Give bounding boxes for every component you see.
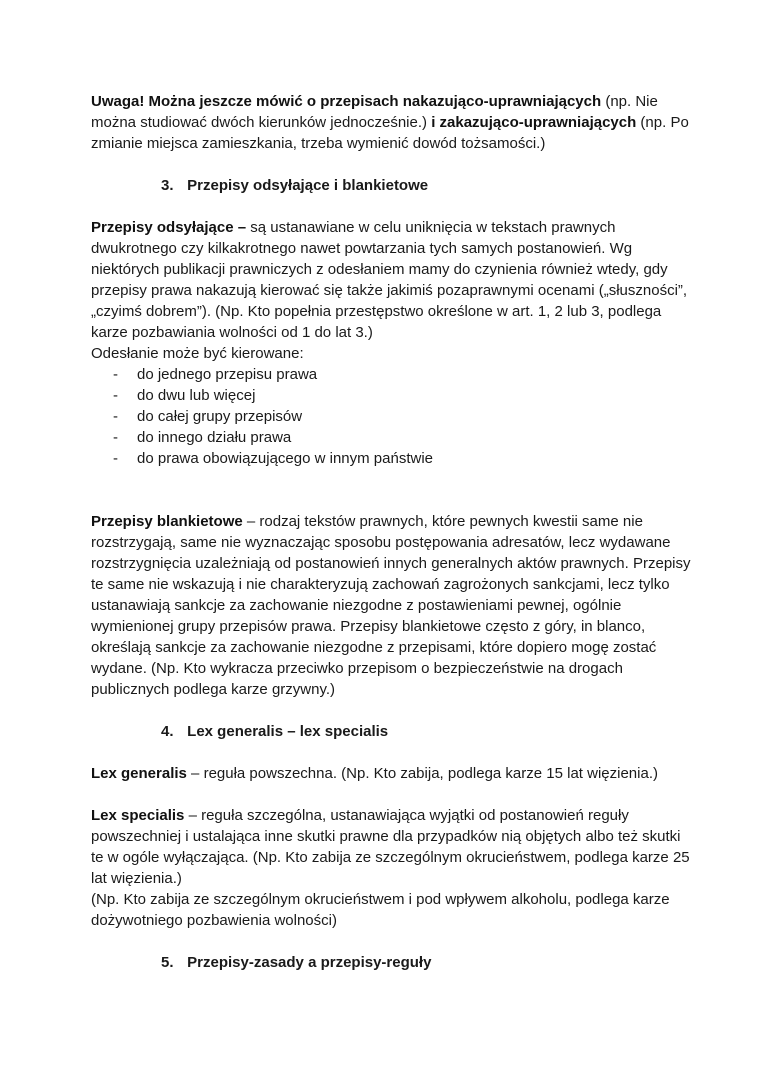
list-item [91,427,691,448]
lex-specialis-term: Lex specialis [91,807,185,824]
dash-bullet-icon: - [113,429,118,446]
spacer [91,154,691,175]
list-item [91,364,691,385]
list-item-text: do jednego przepisu prawa [137,366,318,383]
list-item-text: do całej grupy przepisów [137,408,303,425]
section-3-title: Przepisy odsyłające i blankietowe [187,177,429,194]
document-page [91,91,691,973]
lex-generalis-paragraph [91,763,691,784]
section-3-number: 3. [161,177,174,194]
odsylajace-definition: są ustanawiane w celu uniknięcia w tekstach prawnych dwukrotnego czy kilkakrotnego nawet powtarzania tych samych postanowień. Wg niektórych publikacji prawniczych z odesłaniem mamy do czynienia również wtedy, gdy przepisy prawa nakazują kierować się także jakimiś pozaprawnymi ocenami („słuszności”, „czyimś dobrem”). (Np. Kto popełnia przestępstwo określone w art. 1, 2 lub 3, podlega karze pozbawiania wolności od 1 do lat 3.) [91,219,688,341]
lex-generalis-term: Lex generalis [91,765,187,782]
spacer [91,700,691,721]
lex-generalis-definition: – reguła powszechna. (Np. Kto zabija, podlega karze 15 lat więzienia.) [186,765,658,782]
section-3-heading [91,175,691,196]
dash-bullet-icon: - [113,366,118,383]
section-4-heading [91,721,691,742]
spacer [91,469,691,511]
note-paragraph [91,91,691,154]
list-item [91,385,691,406]
dash-bullet-icon: - [113,387,118,404]
spacer [91,931,691,952]
lex-specialis-example-2: (Np. Kto zabija ze szczególnym okrucieństwem i pod wpływem alkoholu, podlega karze dożywotniego pozbawienia wolności) [91,891,670,929]
note-lead-bold: Uwaga! Można jeszcze mówić o przepisach nakazująco-uprawniających [91,93,602,110]
blankietowe-paragraph [91,511,691,700]
list-item [91,448,691,469]
section-5-title: Przepisy-zasady a przepisy-reguły [187,954,432,971]
note-bold-2: i zakazująco-uprawniających [431,114,637,131]
odsylajace-paragraph [91,217,691,343]
blankietowe-term: Przepisy blankietowe [91,513,243,530]
odsylajace-list-intro: Odesłanie może być kierowane: [91,345,304,362]
note-text-1: (np. Nie można studiować dwóch kierunków jednocześnie.) [91,93,658,131]
spacer [91,196,691,217]
spacer [91,784,691,805]
list-item [91,406,691,427]
list-item-text: do innego działu prawa [137,429,292,446]
section-4-title: Lex generalis – lex specialis [187,723,389,740]
odsylanie-list [91,364,691,469]
lex-specialis-definition: – reguła szczególna, ustanawiająca wyjątki od postanowień reguły powszechniej i ustalająca inne skutki prawne dla przypadków nią objętych albo też skutki te w ogóle wyłączająca. (Np. Kto zabija ze szczególnym okrucieństwem, podlega karze 25 lat więzienia.) [91,807,690,887]
lex-specialis-paragraph [91,805,691,889]
section-5-number: 5. [161,954,174,971]
spacer [91,742,691,763]
list-item-text: do prawa obowiązującego w innym państwie [137,450,434,467]
note-text-2: (np. Po zmianie miejsca zamieszkania, trzeba wymienić dowód tożsamości.) [91,114,689,152]
list-item-text: do dwu lub więcej [137,387,256,404]
dash-bullet-icon: - [113,450,118,467]
section-5-heading [91,952,691,973]
section-4-number: 4. [161,723,174,740]
blankietowe-definition: – rodzaj tekstów prawnych, które pewnych kwestii same nie rozstrzygają, same nie wyznaczając sposobu postępowania adresatów, lecz wydawane rozstrzygnięcia uzależniają od postanowień innych generalnych aktów prawnych. Przepisy te same nie wskazują i nie charakteryzują zachowań zagrożonych sankcjami, lecz tylko ustanawiają sankcje za zachowanie niezgodne z postawieniami pewnej, ogólnie wymienionej grupy przepisów prawa. Przepisy blankietowe często z góry, in blanco, określają sankcje za zachowanie niezgodne z przepisami, które dopiero mogę zostać wydane. (Np. Kto wykracza przeciwko przepisom o bezpieczeństwie na drogach publicznych podlega karze grzywny.) [91,513,691,698]
odsylajace-term: Przepisy odsyłające – [91,219,247,236]
dash-bullet-icon: - [113,408,118,425]
